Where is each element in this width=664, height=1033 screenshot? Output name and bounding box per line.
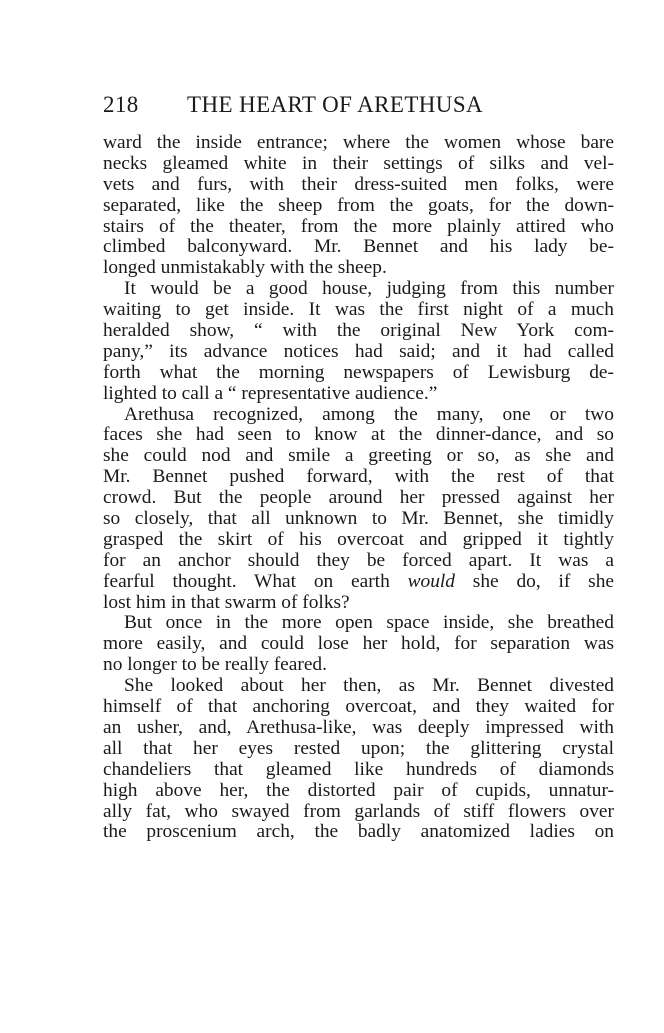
text-fragment: fearful thought. What on earth bbox=[103, 571, 408, 592]
text-line: more easily, and could lose her hold, for separation was bbox=[103, 634, 614, 655]
text-line: faces she had seen to know at the dinner-dance, and so bbox=[103, 425, 614, 446]
text-line: grasped the skirt of his overcoat and gripped it tightly bbox=[103, 529, 614, 550]
text-line: Arethusa recognized, among the many, one or two bbox=[124, 404, 614, 425]
text-line: waiting to get inside. It was the first night of a much bbox=[103, 300, 614, 321]
running-header bbox=[103, 92, 613, 122]
text-line: lighted to call a “ representative audience.” bbox=[103, 383, 438, 404]
text-line: climbed balconyward. Mr. Bennet and his lady be- bbox=[103, 237, 614, 258]
text-line: ward the inside entrance; where the women whose bare bbox=[103, 133, 614, 153]
text-line: so closely, that all unknown to Mr. Bennet, she timidly bbox=[103, 509, 614, 530]
text-line: the proscenium arch, the badly anatomized ladies on bbox=[103, 822, 614, 843]
text-line: pany,” its advance notices had said; and it had called bbox=[103, 341, 614, 362]
text-line: all that her eyes rested upon; the glittering crystal bbox=[103, 738, 614, 759]
running-title: THE HEART OF ARETHUSA bbox=[187, 92, 484, 117]
text-line: an usher, and, Arethusa-like, was deeply impressed with bbox=[103, 717, 614, 738]
text-line: vets and furs, with their dress-suited men folks, were bbox=[103, 174, 614, 195]
text-line: lost him in that swarm of folks? bbox=[103, 592, 350, 613]
text-line: She looked about her then, as Mr. Bennet divested bbox=[124, 676, 614, 697]
text-line: It would be a good house, judging from this number bbox=[124, 279, 614, 300]
body-text bbox=[103, 133, 614, 843]
text-line: longed unmistakably with the sheep. bbox=[103, 258, 387, 279]
text-line: forth what the morning newspapers of Lewisburg de- bbox=[103, 362, 614, 383]
text-line: himself of that anchoring overcoat, and they waited for bbox=[103, 697, 614, 718]
text-line: ally fat, who swayed from garlands of stiff flowers over bbox=[103, 801, 614, 822]
page-number: 218 bbox=[103, 92, 139, 117]
text-line: high above her, the distorted pair of cupids, unnatur- bbox=[103, 780, 614, 801]
text-line: necks gleamed white in their settings of silks and vel- bbox=[103, 153, 614, 174]
text-line: she could nod and smile a greeting or so, as she and bbox=[103, 446, 614, 467]
text-line: for an anchor should they be forced apart. It was a bbox=[103, 550, 614, 571]
text-line: Mr. Bennet pushed forward, with the rest of that bbox=[103, 467, 614, 488]
text-line: But once in the more open space inside, she breathed bbox=[124, 613, 614, 634]
text-line: separated, like the sheep from the goats, for the down- bbox=[103, 195, 614, 216]
text-line: stairs of the theater, from the more plainly attired who bbox=[103, 216, 614, 237]
text-fragment: she do, if she bbox=[455, 571, 614, 592]
text-line: chandeliers that gleamed like hundreds of diamonds bbox=[103, 759, 614, 780]
emphasis: would bbox=[407, 571, 455, 592]
text-line: no longer to be really feared. bbox=[103, 655, 327, 676]
text-line: heralded show, “ with the original New York com- bbox=[103, 321, 614, 342]
text-line bbox=[103, 572, 614, 593]
text-line: crowd. But the people around her pressed against her bbox=[103, 488, 614, 509]
